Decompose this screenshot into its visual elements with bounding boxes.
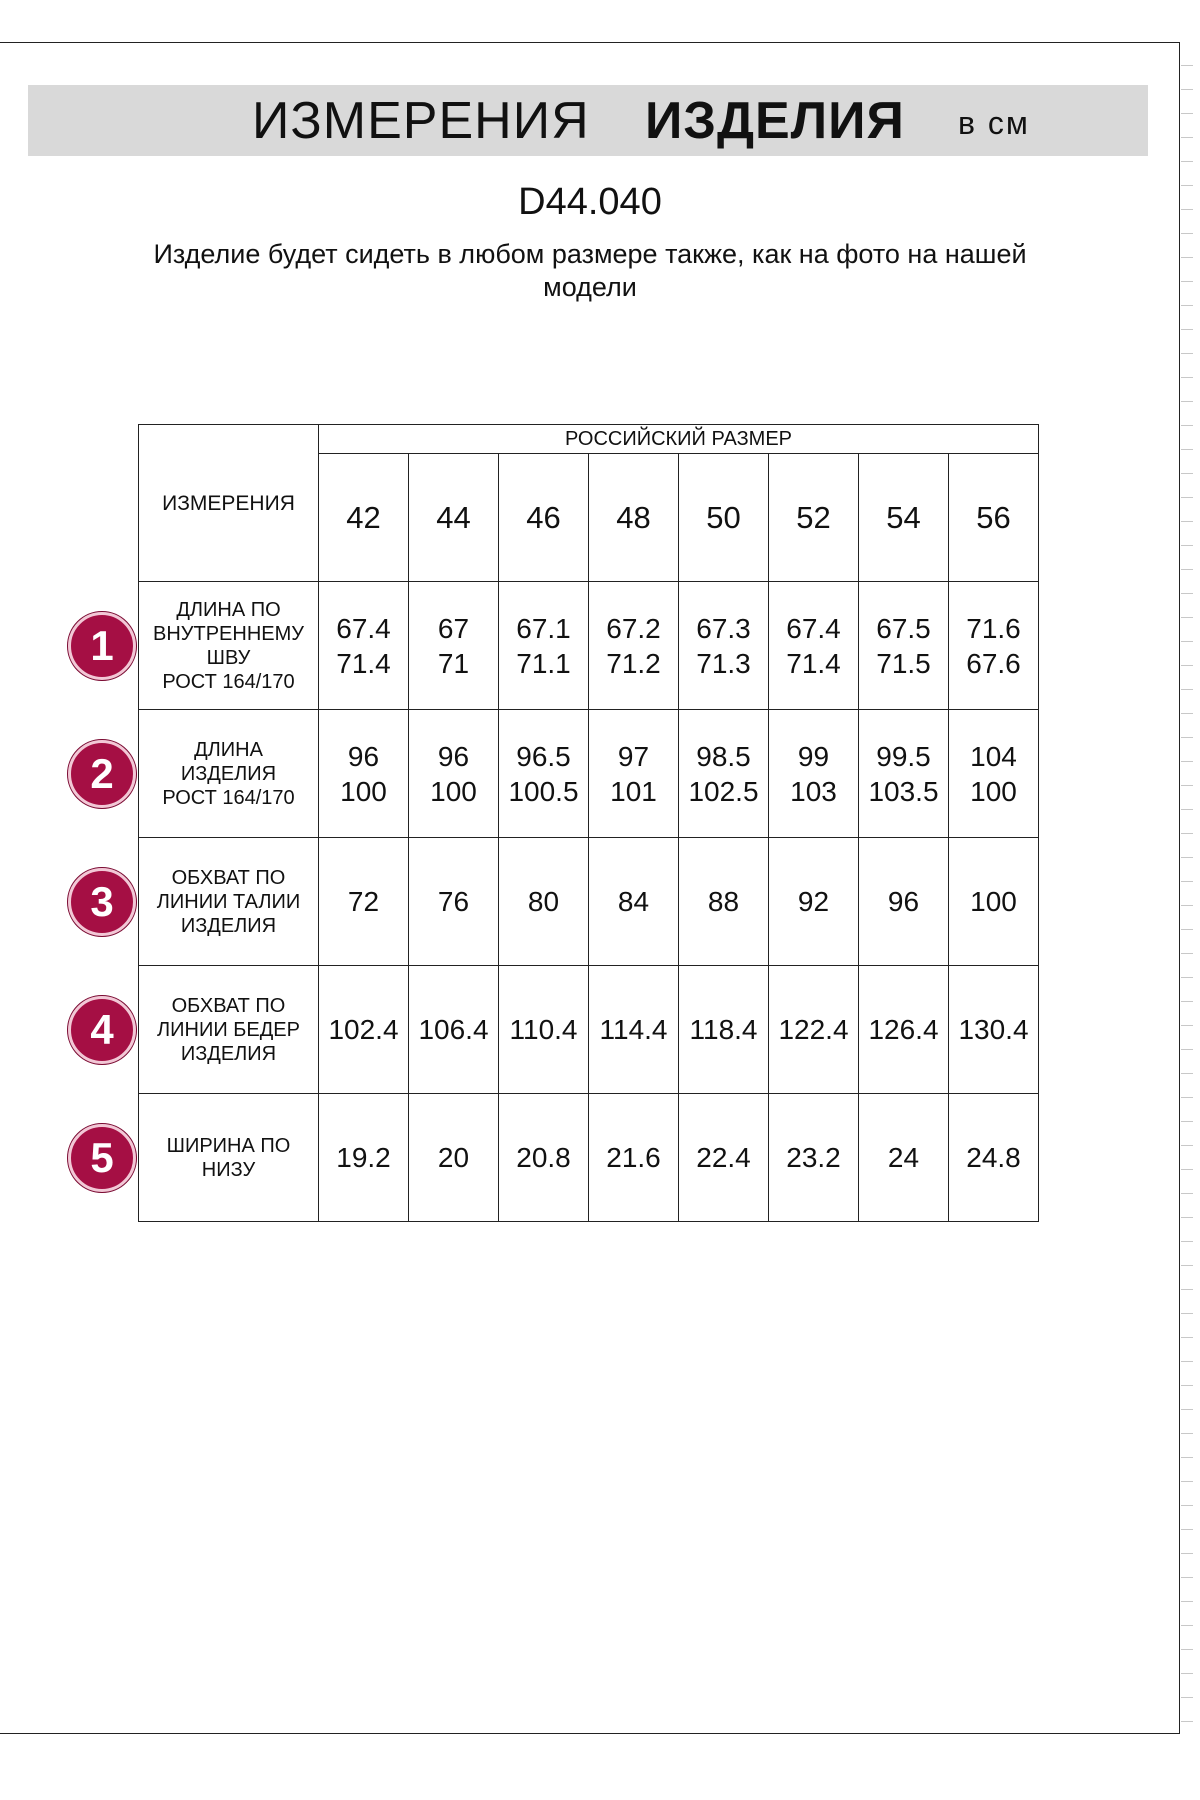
value-cell: 20 xyxy=(409,1094,499,1222)
value-cell: 130.4 xyxy=(949,966,1039,1094)
size-group-header: РОССИЙСКИЙ РАЗМЕР xyxy=(319,425,1039,454)
value-cell: 22.4 xyxy=(679,1094,769,1222)
product-code: D44.040 xyxy=(518,181,662,223)
value-cell: 19.2 xyxy=(319,1094,409,1222)
size-header-48: 48 xyxy=(589,454,679,582)
value-cell: 96 100 xyxy=(409,710,499,838)
measurement-label: ДЛИНА ПО ВНУТРЕННЕМУ ШВУ РОСТ 164/170 xyxy=(139,582,319,710)
row-number-badge: 3 xyxy=(68,868,136,936)
value-cell: 80 xyxy=(499,838,589,966)
value-cell: 88 xyxy=(679,838,769,966)
measurement-label: ОБХВАТ ПО ЛИНИИ ТАЛИИ ИЗДЕЛИЯ xyxy=(139,838,319,966)
title-unit: в см xyxy=(958,105,1030,141)
table-row xyxy=(139,1094,1039,1222)
value-cell: 67 71 xyxy=(409,582,499,710)
value-cell: 67.4 71.4 xyxy=(319,582,409,710)
size-header-46: 46 xyxy=(499,454,589,582)
value-cell: 71.6 67.6 xyxy=(949,582,1039,710)
row-number-badge: 5 xyxy=(68,1124,136,1192)
value-cell: 24 xyxy=(859,1094,949,1222)
value-cell: 72 xyxy=(319,838,409,966)
value-cell: 24.8 xyxy=(949,1094,1039,1222)
measurement-label: ШИРИНА ПО НИЗУ xyxy=(139,1094,319,1222)
value-cell: 102.4 xyxy=(319,966,409,1094)
title-product: ИЗДЕЛИЯ xyxy=(645,92,905,150)
value-cell: 67.2 71.2 xyxy=(589,582,679,710)
value-cell: 92 xyxy=(769,838,859,966)
size-header-44: 44 xyxy=(409,454,499,582)
table-row xyxy=(139,838,1039,966)
size-header-56: 56 xyxy=(949,454,1039,582)
value-cell: 21.6 xyxy=(589,1094,679,1222)
value-cell: 84 xyxy=(589,838,679,966)
value-cell: 96 100 xyxy=(319,710,409,838)
value-cell: 99 103 xyxy=(769,710,859,838)
measurement-label: ОБХВАТ ПО ЛИНИИ БЕДЕР ИЗДЕЛИЯ xyxy=(139,966,319,1094)
value-cell: 100 xyxy=(949,838,1039,966)
value-cell: 97 101 xyxy=(589,710,679,838)
value-cell: 99.5 103.5 xyxy=(859,710,949,838)
value-cell: 76 xyxy=(409,838,499,966)
size-header-52: 52 xyxy=(769,454,859,582)
value-cell: 98.5 102.5 xyxy=(679,710,769,838)
row-number-badge: 4 xyxy=(68,996,136,1064)
measure-header: ИЗМЕРЕНИЯ xyxy=(139,425,319,582)
value-cell: 110.4 xyxy=(499,966,589,1094)
value-cell: 106.4 xyxy=(409,966,499,1094)
fit-note: Изделие будет сидеть в любом размере также, как на фото на нашей модели xyxy=(153,239,1027,302)
value-cell: 20.8 xyxy=(499,1094,589,1222)
title-measurements: ИЗМЕРЕНИЯ xyxy=(252,92,590,150)
value-cell: 122.4 xyxy=(769,966,859,1094)
value-cell: 126.4 xyxy=(859,966,949,1094)
table-row xyxy=(139,710,1039,838)
value-cell: 67.1 71.1 xyxy=(499,582,589,710)
value-cell: 96.5 100.5 xyxy=(499,710,589,838)
value-cell: 104 100 xyxy=(949,710,1039,838)
title-banner xyxy=(28,85,1148,156)
row-number-badge: 1 xyxy=(68,612,136,680)
value-cell: 67.4 71.4 xyxy=(769,582,859,710)
value-cell: 67.5 71.5 xyxy=(859,582,949,710)
value-cell: 114.4 xyxy=(589,966,679,1094)
value-cell: 67.3 71.3 xyxy=(679,582,769,710)
value-cell: 96 xyxy=(859,838,949,966)
table-row xyxy=(139,966,1039,1094)
row-number-badge: 2 xyxy=(68,740,136,808)
size-table xyxy=(138,424,1039,1222)
measurement-label: ДЛИНА ИЗДЕЛИЯ РОСТ 164/170 xyxy=(139,710,319,838)
value-cell: 118.4 xyxy=(679,966,769,1094)
size-header-54: 54 xyxy=(859,454,949,582)
size-header-42: 42 xyxy=(319,454,409,582)
table-row xyxy=(139,582,1039,710)
edge-ruler xyxy=(1181,42,1193,1734)
size-header-50: 50 xyxy=(679,454,769,582)
value-cell: 23.2 xyxy=(769,1094,859,1222)
